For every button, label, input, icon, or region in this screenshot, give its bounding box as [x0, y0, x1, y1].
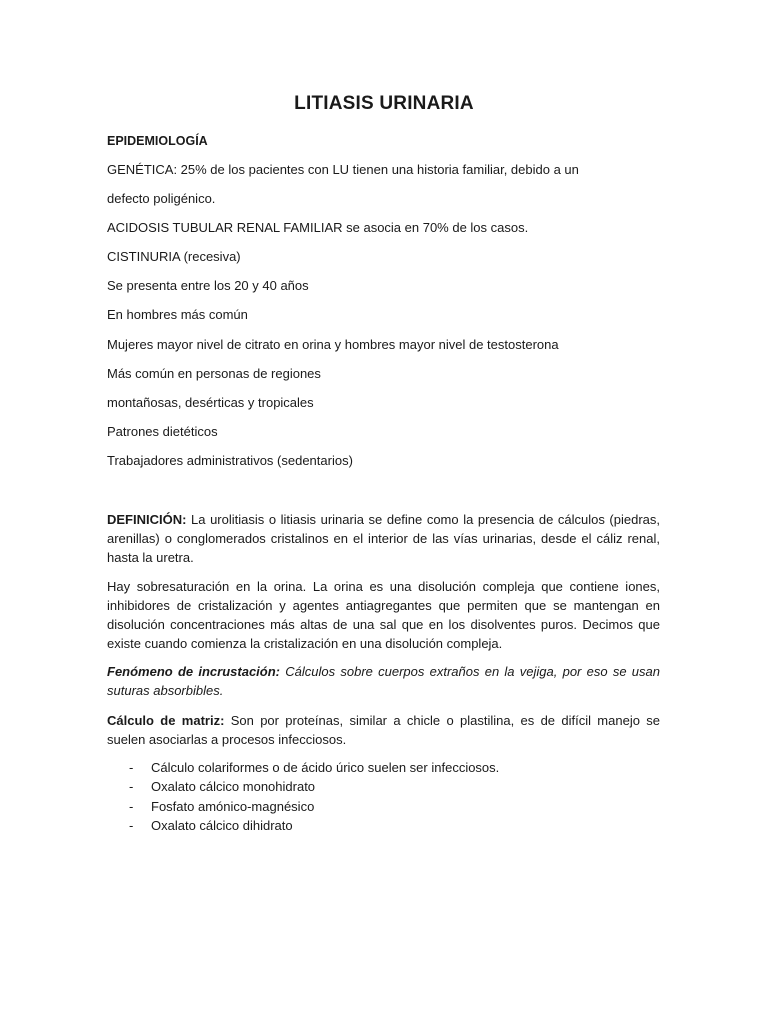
list-item-text: Cálculo colariformes o de ácido úrico suelen ser infecciosos.: [151, 760, 500, 775]
matrix-stone-text: Son por proteínas, similar a chicle o plastilina, es de difícil manejo se suelen asociarlas a procesos infecciosos.: [107, 713, 661, 747]
epidemiology-line: defecto poligénico.: [107, 191, 216, 206]
list-item: [107, 777, 660, 796]
section-heading-epidemiology: EPIDEMIOLOGÍA: [107, 134, 208, 148]
epidemiology-line: montañosas, desérticas y tropicales: [107, 395, 314, 410]
list-dash: -: [129, 779, 134, 795]
list-item-text: Oxalato cálcico monohidrato: [151, 779, 316, 795]
epidemiology-line: CISTINURIA (recesiva): [107, 249, 241, 264]
list-item-text: Oxalato cálcico dihidrato: [151, 817, 293, 833]
list-dash: -: [129, 798, 134, 814]
epidemiology-line: Se presenta entre los 20 y 40 años: [107, 278, 309, 293]
definition-label: DEFINICIÓN:: [107, 512, 187, 527]
definition-paragraph: [107, 510, 660, 567]
epidemiology-line: Más común en personas de regiones: [107, 366, 321, 381]
epidemiology-line: GENÉTICA: 25% de los pacientes con LU tienen una historia familiar, debido a un: [107, 162, 579, 177]
epidemiology-line: En hombres más común: [107, 307, 248, 322]
matrix-stone-paragraph: [107, 711, 660, 749]
supersaturation-paragraph: Hay sobresaturación en la orina. La orina es una disolución compleja que contiene iones, inhibidores de cristalización y agentes antiagregantes que permiten que se mantengan en disolución concentraciones más altas de una sal que en los disolventes puros. Decimos que existe cuando comienza la cristalización en una disolución compleja.: [107, 579, 660, 651]
incrustation-text: Cálculos sobre cuerpos extraños en la vejiga, por eso se usan suturas absorbibles.: [107, 664, 660, 698]
epidemiology-line: ACIDOSIS TUBULAR RENAL FAMILIAR se asocia en 70% de los casos.: [107, 220, 529, 235]
document-title: LITIASIS URINARIA: [294, 93, 474, 114]
list-item: [107, 758, 660, 777]
incrustation-label: Fenómeno de incrustación:: [107, 664, 281, 679]
epidemiology-line: Mujeres mayor nivel de citrato en orina y hombres mayor nivel de testosterona: [107, 337, 559, 352]
incrustation-paragraph: [107, 662, 660, 700]
definition-text: La urolitiasis o litiasis urinaria se define como la presencia de cálculos (piedras, arenillas) o conglomerados cristalinos en el interior de las vías urinarias, desde el cáliz renal, hasta la uretra.: [107, 512, 660, 565]
matrix-stone-label: Cálculo de matriz:: [107, 713, 225, 728]
epidemiology-line: Patrones dietéticos: [107, 424, 218, 439]
epidemiology-line: Trabajadores administrativos (sedentarios): [107, 453, 353, 468]
stone-types-list: [107, 758, 660, 835]
list-dash: -: [129, 760, 134, 775]
list-item: [107, 816, 660, 835]
list-item: [107, 797, 660, 816]
list-dash: -: [129, 817, 134, 833]
list-item-text: Fosfato amónico-magnésico: [151, 798, 315, 814]
